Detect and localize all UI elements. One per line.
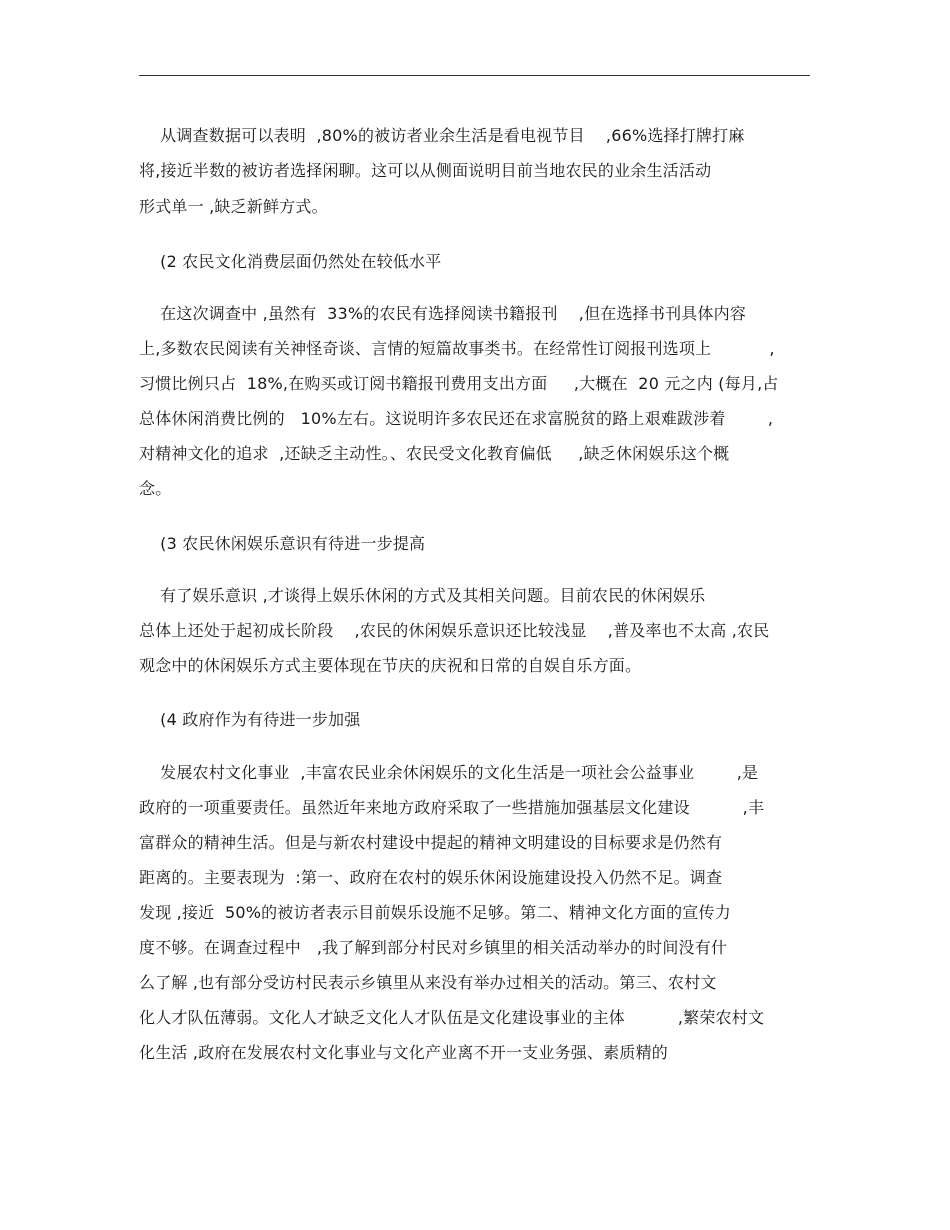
text-line: 有了娱乐意识 ,才谈得上娱乐休闲的方式及其相关问题。目前农民的休闲娱乐 xyxy=(139,586,706,605)
text-line: 么了解 ,也有部分受访村民表示乡镇里从来没有举办过相关的活动。第三、农村文 xyxy=(139,973,717,992)
text-line: 度不够。在调查过程中 ,我了解到部分村民对乡镇里的相关活动举办的时间没有什 xyxy=(139,938,728,957)
text-line: 从调查数据可以表明 ,80%的被访者业余生活是看电视节目 ,66%选择打牌打麻 xyxy=(139,126,745,145)
text-line: 化人才队伍薄弱。文化人才缺乏文化人才队伍是文化建设事业的主体 ,繁荣农村文 xyxy=(139,1008,765,1027)
text-line: 观念中的休闲娱乐方式主要体现在节庆的庆祝和日常的自娱自乐方面。 xyxy=(139,656,642,675)
text-line: 发现 ,接近 50%的被访者表示目前娱乐设施不足够。第二、精神文化方面的宣传力 xyxy=(139,903,731,922)
text-line: 富群众的精神生活。但是与新农村建设中提起的精神文明建设的目标要求是仍然有 xyxy=(139,833,723,852)
text-line: 在这次调查中 ,虽然有 33%的农民有选择阅读书籍报刊 ,但在选择书刊具体内容 xyxy=(139,304,747,323)
text-line: 形式单一 ,缺乏新鲜方式。 xyxy=(139,197,328,216)
text-line: 总体休闲消费比例的 10%左右。这说明许多农民还在求富脱贫的路上艰难跋涉着 , xyxy=(139,409,774,428)
text-line: 发展农村文化事业 ,丰富农民业余休闲娱乐的文化生活是一项社会公益事业 ,是 xyxy=(139,763,759,782)
text-line: 化生活 ,政府在发展农村文化事业与文化产业离不开一支业务强、素质精的 xyxy=(139,1043,668,1062)
text-line: 距离的。主要表现为 :第一、政府在农村的娱乐休闲设施建设投入仍然不足。调查 xyxy=(139,868,723,887)
section-heading: (2 农民文化消费层面仍然处在较低水平 xyxy=(139,252,442,271)
section-heading: (3 农民休闲娱乐意识有待进一步提高 xyxy=(139,534,426,553)
text-line: 对精神文化的追求 ,还缺乏主动性。、农民受文化教育偏低 ,缺乏休闲娱乐这个概 xyxy=(139,444,730,463)
text-line: 将,接近半数的被访者选择闲聊。这可以从侧面说明目前当地农民的业余生活活动 xyxy=(139,161,712,180)
text-line: 政府的一项重要责任。虽然近年来地方政府采取了一些措施加强基层文化建设 ,丰 xyxy=(139,798,765,817)
text-line: 上,多数农民阅读有关神怪奇谈、言情的短篇故事类书。在经常性订阅报刊选项上 , xyxy=(139,339,775,358)
text-line: 总体上还处于起初成长阶段 ,农民的休闲娱乐意识还比较浅显 ,普及率也不太高 ,农民 xyxy=(139,621,770,640)
header-rule xyxy=(139,75,810,76)
text-line: 习惯比例只占 18%,在购买或订阅书籍报刊费用支出方面 ,大概在 20 元之内 (每月,占 xyxy=(139,374,779,393)
text-line: 念。 xyxy=(139,479,172,498)
section-heading: (4 政府作为有待进一步加强 xyxy=(139,710,361,729)
